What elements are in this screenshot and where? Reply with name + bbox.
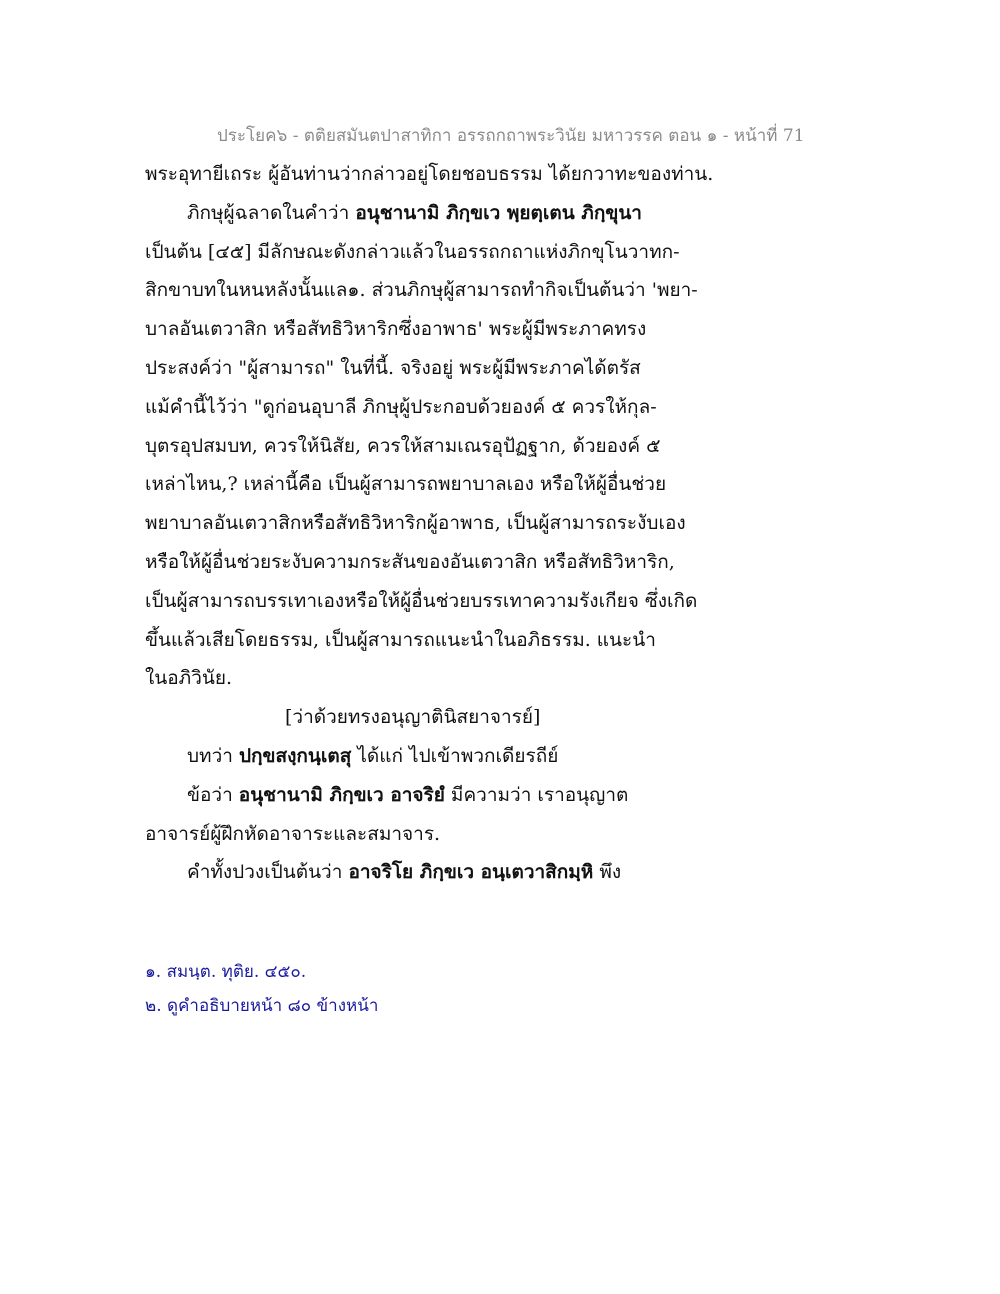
text-line-19 [145,853,865,892]
text-line-6: ประสงค์ว่า "ผู้สามารถ" ในที่นี้. จริงอยู่ พระผู้มีพระภาคได้ตรัส [145,356,641,379]
text-line-8: บุตรอุปสมบท, ควรให้นิสัย, ควรให้สามเณรอุปัฏฐาก, ด้วยองค์ ๕ [145,434,661,457]
text-line-12: เป็นผู้สามารถบรรเทาเองหรือให้ผู้อื่นช่วยบรรเทาความรังเกียจ ซึ่งเกิด [145,589,698,612]
body-text [145,155,865,892]
text-line-3: เป็นต้น [๔๕] มีลักษณะดังกล่าวแล้วในอรรถกถาแห่งภิกขุโนวาทก- [145,240,680,263]
pali-term: อาจริโย ภิกฺขเว อนฺเตวาสิกมฺหิ [348,861,594,884]
text-line-11: หรือให้ผู้อื่นช่วยระงับความกระสันของอันเตวาสิก หรือสัทธิวิหาริก, [145,550,675,573]
pali-term: อนุชานามิ ภิกฺขเว พฺยตฺเตน ภิกฺขุนา [355,201,642,224]
pali-term: อนุชานามิ ภิกฺขเว อาจริยํ [238,783,445,806]
section-heading: [ว่าด้วยทรงอนุญาตินิสยาจารย์] [285,706,541,729]
text-span: บทว่า [187,744,239,767]
text-line-9: เหล่าไหน,? เหล่านี้คือ เป็นผู้สามารถพยาบาลเอง หรือให้ผู้อื่นช่วย [145,473,667,496]
text-line-18: อาจารย์ผู้ฝึกหัดอาจาระและสมาจาร. [145,822,441,845]
pali-term: ปกฺขสงฺกนฺเตสุ [238,744,352,767]
footnotes [145,955,745,1023]
text-line-13: ขึ้นแล้วเสียโดยธรรม, เป็นผู้สามารถแนะนำในอภิธรรม. แนะนำ [145,628,656,651]
text-span: ภิกษุผู้ฉลาดในคำว่า [187,201,356,224]
text-span: มีความว่า เราอนุญาต [444,783,629,806]
text-line-4: สิกขาบทในหนหลังนั้นแล๑. ส่วนภิกษุผู้สามารถทำกิจเป็นต้นว่า 'พยา- [145,279,698,302]
text-line-16 [145,737,865,776]
text-line-5: บาลอันเตวาสิก หรือสัทธิวิหาริกซึ่งอาพาธ' พระผู้มีพระภาคทรง [145,318,647,341]
text-span: ได้แก่ ไปเข้าพวกเดียรถีย์ [351,744,559,767]
text-span: ข้อว่า [187,783,239,806]
text-span: พึง [593,861,622,884]
running-header: ประโยค๖ - ตติยสมันตปาสาทิกา อรรถกถาพระวินัย มหาวรรค ตอน ๑ - หน้าที่ 71 [217,126,805,146]
text-line-7: แม้คำนี้ไว้ว่า "ดูก่อนอุบาลี ภิกษุผู้ประกอบด้วยองค์ ๕ ควรให้กุล- [145,395,657,418]
text-span: คำทั้งปวงเป็นต้นว่า [187,861,349,884]
text-line-17 [145,776,865,815]
text-line-2 [145,194,865,233]
text-line-14: ในอภิวินัย. [145,667,233,690]
text-line-1: พระอุทายีเถระ ผู้อันท่านว่ากล่าวอยู่โดยชอบธรรม ได้ยกวาทะของท่าน. [145,163,714,185]
footnote-2: ๒. ดูคำอธิบายหน้า ๘๐ ข้างหน้า [145,996,379,1016]
text-line-10: พยาบาลอันเตวาสิกหรือสัทธิวิหาริกผู้อาพาธ, เป็นผู้สามารถระงับเอง [145,512,686,535]
footnote-1: ๑. สมนฺต. ทุติย. ๔๕๐. [145,962,307,982]
